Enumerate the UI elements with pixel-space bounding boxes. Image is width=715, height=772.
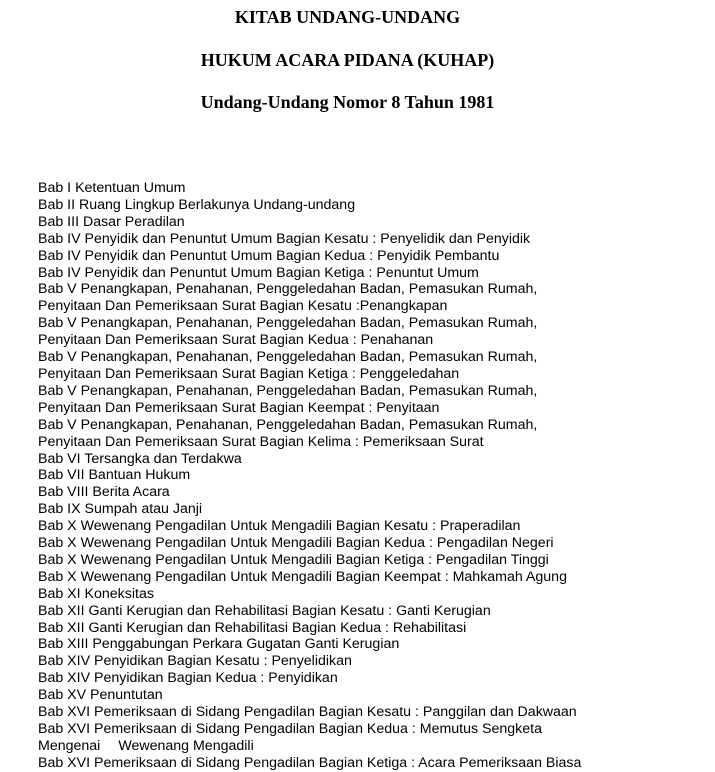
toc-entry-line: Bab VII Bantuan Hukum — [38, 467, 191, 484]
toc-entry-line: Bab III Dasar Peradilan — [38, 213, 185, 230]
toc-entry — [38, 281, 698, 315]
toc-entry-line: Bab II Ruang Lingkup Berlakunya Undang-undang — [38, 196, 356, 213]
toc-entry — [38, 467, 698, 484]
law-number-heading: Undang-Undang Nomor 8 Tahun 1981 — [200, 92, 495, 112]
toc-entry-line: Bab V Penangkapan, Penahanan, Penggeledahan Badan, Pemasukan Rumah, — [38, 416, 538, 433]
document-subtitle: HUKUM ACARA PIDANA (KUHAP) — [200, 50, 495, 70]
toc-entry — [38, 653, 698, 670]
table-of-contents — [38, 180, 698, 772]
toc-entry — [38, 248, 698, 265]
toc-entry — [38, 484, 698, 501]
toc-entry-line: Bab XIII Penggabungan Perkara Gugatan Ganti Kerugian — [38, 636, 400, 653]
toc-entry-line: Bab V Penangkapan, Penahanan, Penggeledahan Badan, Pemasukan Rumah, — [38, 281, 538, 298]
toc-entry-line: Bab VIII Berita Acara — [38, 484, 170, 501]
toc-entry-line: Bab XVI Pemeriksaan di Sidang Pengadilan Bagian Kesatu : Panggilan dan Dakwaan — [38, 704, 577, 721]
toc-entry-line: Bab X Wewenang Pengadilan Untuk Mengadili Bagian Kesatu : Praperadilan — [38, 518, 521, 535]
toc-entry-line: Bab XIV Penyidikan Bagian Kedua : Penyidikan — [38, 670, 338, 687]
toc-entry — [38, 620, 698, 637]
toc-entry-line: Bab V Penangkapan, Penahanan, Penggeledahan Badan, Pemasukan Rumah, — [38, 315, 538, 332]
toc-entry-line: Bab X Wewenang Pengadilan Untuk Mengadili Bagian Keempat : Mahkamah Agung — [38, 568, 567, 585]
toc-entry-line: Mengenai Wewenang Mengadili — [38, 737, 254, 754]
toc-entry — [38, 552, 698, 569]
toc-entry-line: Bab X Wewenang Pengadilan Untuk Mengadili Bagian Kedua : Pengadilan Negeri — [38, 535, 554, 552]
toc-entry — [38, 636, 698, 653]
toc-entry — [38, 603, 698, 620]
toc-entry-line: Bab XII Ganti Kerugian dan Rehabilitasi Bagian Kedua : Rehabilitasi — [38, 619, 467, 636]
toc-entry — [38, 315, 698, 349]
toc-entry-line: Bab XIV Penyidikan Bagian Kesatu : Penyelidikan — [38, 653, 352, 670]
toc-entry-line: Penyitaan Dan Pemeriksaan Surat Bagian Kelima : Pemeriksaan Surat — [38, 433, 484, 450]
toc-entry-line: Bab V Penangkapan, Penahanan, Penggeledahan Badan, Pemasukan Rumah, — [38, 349, 538, 366]
toc-entry — [38, 349, 698, 383]
toc-entry — [38, 417, 698, 451]
toc-entry-line: Bab XV Penuntutan — [38, 687, 163, 704]
toc-entry — [38, 451, 698, 468]
toc-entry — [38, 704, 698, 721]
toc-entry — [38, 214, 698, 231]
toc-entry — [38, 231, 698, 248]
toc-entry — [38, 586, 698, 603]
toc-entry — [38, 180, 698, 197]
toc-entry-line: Penyitaan Dan Pemeriksaan Surat Bagian Kesatu :Penangkapan — [38, 298, 448, 315]
toc-entry — [38, 383, 698, 417]
toc-entry-line: Bab XVI Pemeriksaan di Sidang Pengadilan Bagian Kedua : Memutus Sengketa — [38, 721, 542, 737]
toc-entry — [38, 721, 698, 755]
toc-entry-line: Bab IV Penyidik dan Penuntut Umum Bagian Ketiga : Penuntut Umum — [38, 264, 479, 281]
toc-entry — [38, 670, 698, 687]
toc-entry-line: Penyitaan Dan Pemeriksaan Surat Bagian Ketiga : Penggeledahan — [38, 365, 460, 382]
toc-entry-line: Bab XII Ganti Kerugian dan Rehabilitasi Bagian Kesatu : Ganti Kerugian — [38, 602, 491, 619]
toc-entry-line: Bab IX Sumpah atau Janji — [38, 501, 203, 518]
toc-entry — [38, 687, 698, 704]
toc-entry-line: Penyitaan Dan Pemeriksaan Surat Bagian Kedua : Penahanan — [38, 332, 434, 349]
toc-entry-line: Bab IV Penyidik dan Penuntut Umum Bagian Kedua : Penyidik Pembantu — [38, 247, 500, 264]
toc-entry-line: Bab IV Penyidik dan Penuntut Umum Bagian Kesatu : Penyelidik dan Penyidik — [38, 230, 531, 247]
toc-entry-line: Bab VI Tersangka dan Terdakwa — [38, 450, 242, 467]
toc-entry — [38, 197, 698, 214]
toc-entry — [38, 755, 698, 772]
toc-entry — [38, 535, 698, 552]
toc-entry-line: Bab XVI Pemeriksaan di Sidang Pengadilan Bagian Ketiga : Acara Pemeriksaan Biasa — [38, 754, 582, 771]
toc-entry — [38, 518, 698, 535]
toc-entry — [38, 569, 698, 586]
toc-entry-line: Bab XI Koneksitas — [38, 585, 154, 602]
document-title: KITAB UNDANG-UNDANG — [234, 7, 461, 27]
toc-entry — [38, 501, 698, 518]
toc-entry-line: Penyitaan Dan Pemeriksaan Surat Bagian Keempat : Penyitaan — [38, 399, 440, 416]
toc-entry — [38, 265, 698, 282]
toc-entry-line: Bab I Ketentuan Umum — [38, 180, 186, 196]
toc-entry-line: Bab X Wewenang Pengadilan Untuk Mengadili Bagian Ketiga : Pengadilan Tinggi — [38, 551, 549, 568]
toc-entry-line: Bab V Penangkapan, Penahanan, Penggeledahan Badan, Pemasukan Rumah, — [38, 382, 538, 399]
